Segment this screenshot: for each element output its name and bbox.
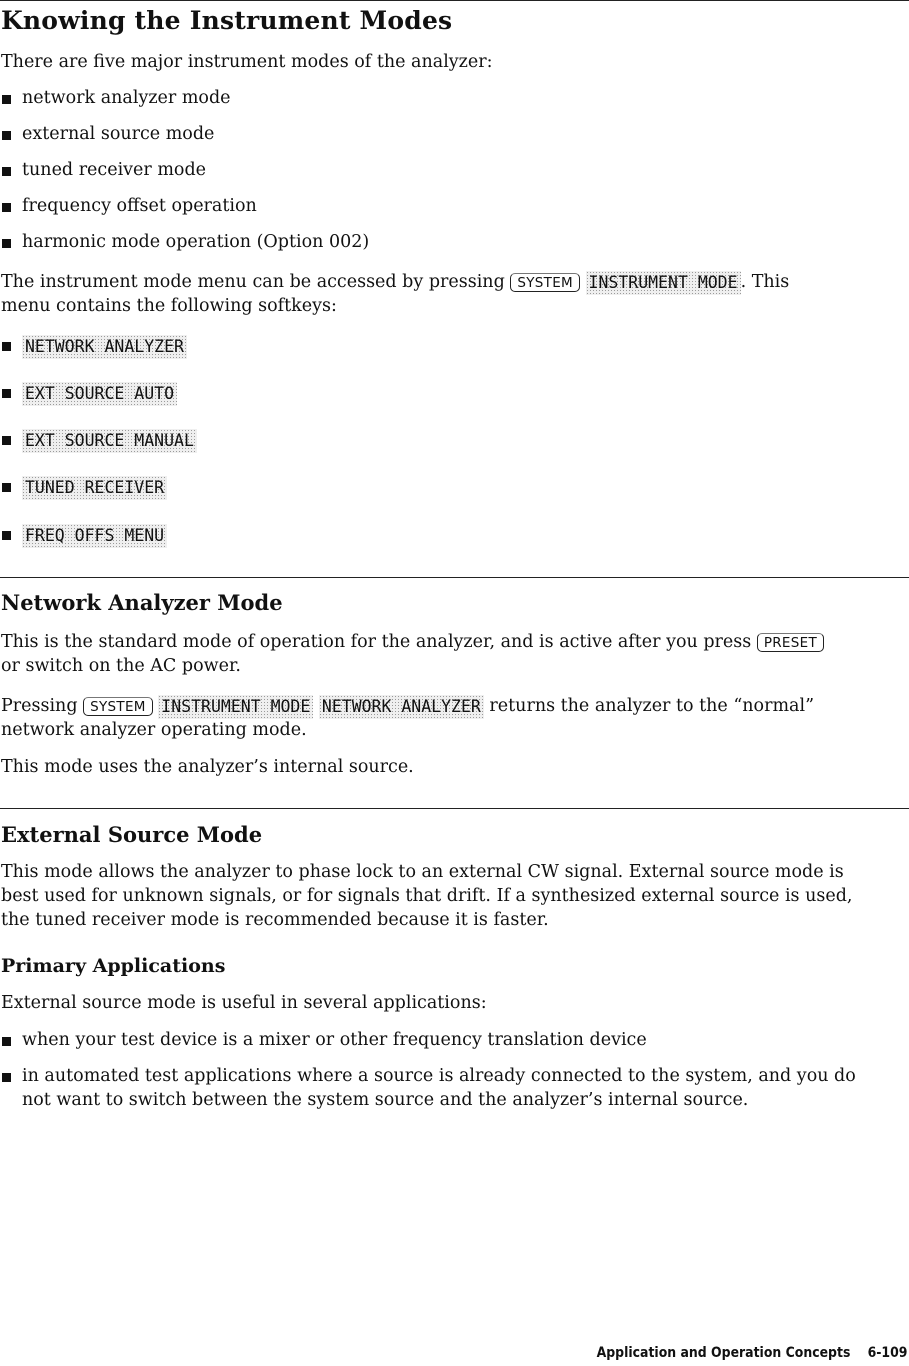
intro-paragraph: There are five major instrument modes of the analyzer: xyxy=(1,52,493,72)
bullet-icon xyxy=(2,483,11,492)
bullet-icon xyxy=(2,1073,11,1082)
bullet-icon xyxy=(2,95,11,104)
bullet-icon xyxy=(2,389,11,398)
system-hardkey: SYSTEM xyxy=(83,697,153,716)
bullet-icon xyxy=(2,436,11,445)
standard-mode-paragraph-line2: or switch on the AC power. xyxy=(1,656,241,676)
ext-source-auto-softkey: EXT SOURCE AUTO xyxy=(22,382,177,406)
page-footer xyxy=(596,1345,907,1361)
menu-access-paragraph: The instrument mode menu can be accessed by pressing SYSTEM INSTRUMENT MODE . This xyxy=(1,270,907,295)
tuned-receiver-softkey: TUNED RECEIVER xyxy=(22,476,167,500)
menu-contains-line: menu contains the following softkeys: xyxy=(1,296,337,316)
instrument-mode-softkey: INSTRUMENT MODE xyxy=(158,695,313,719)
bullet-icon xyxy=(2,342,11,351)
standard-mode-paragraph: This is the standard mode of operation for the analyzer, and is active after you press PRESET xyxy=(1,630,907,654)
bullet-icon xyxy=(2,203,11,212)
bullet-icon xyxy=(2,131,11,140)
footer-section-title: Application and Operation Concepts xyxy=(596,1345,850,1361)
bullet-icon xyxy=(2,531,11,540)
bullet-icon xyxy=(2,239,11,248)
internal-source-paragraph: This mode uses the analyzer’s internal source. xyxy=(1,757,414,777)
section-title-instrument-modes: Knowing the Instrument Modes xyxy=(1,6,453,35)
instrument-mode-softkey: INSTRUMENT MODE xyxy=(586,271,741,295)
pressing-paragraph: Pressing SYSTEM INSTRUMENT MODE NETWORK ANALYZER returns the analyzer to the “normal” xyxy=(1,694,907,719)
network-analyzer-softkey: NETWORK ANALYZER xyxy=(319,695,484,719)
document-page: Knowing the Instrument Modes There are five major instrument modes of the analyzer: network analyzer mode external source mode tuned receiver mode frequency offset operation harmonic mode operation (Option 002) The instrument mode menu can be accessed by pressing SYSTEM INSTRUMENT MODE . This menu contains the following softkeys: NETWORK ANALYZER EXT SOURCE AUTO EXT SOURCE MANUAL TUNED RECEIVER FREQ OFFS MENU Network Analyzer Mode This is the standard mode of operation for the analyzer, and is active after you press PRESET or switch on the AC power. Pressing SYSTEM INSTRUMENT MODE NETWORK ANALYZER returns the analyzer to the “normal” network analyzer operating mode. This mode uses the analyzer’s internal source. External Source Mode This mode allows the analyzer to phase lock to an external CW signal. External source mode is best used for unknown signals, or for signals that drift. If a synthesized external source is used, the tuned receiver mode is recommended because it is faster. Primary Applications External source mode is useful in several applications: when your test device is a mixer or other frequency translation device in automated test applications where a source is already connected to the system, and you do not want to switch between the system source and the analyzer’s internal source. Application and Operation Concepts 6-109 xyxy=(0,0,909,1366)
applications-intro: External source mode is useful in several applications: xyxy=(1,993,487,1013)
freq-offs-menu-softkey: FREQ OFFS MENU xyxy=(22,524,167,548)
preset-hardkey: PRESET xyxy=(757,633,824,652)
system-hardkey: SYSTEM xyxy=(510,273,580,292)
ext-source-manual-softkey: EXT SOURCE MANUAL xyxy=(22,429,197,453)
top-rule xyxy=(0,0,909,1)
pressing-paragraph-line2: network analyzer operating mode. xyxy=(1,720,307,740)
section-title-external-source-mode: External Source Mode xyxy=(1,822,263,847)
bullet-icon xyxy=(2,1037,11,1046)
bullet-icon xyxy=(2,167,11,176)
subsection-title-primary-applications: Primary Applications xyxy=(1,955,226,977)
section-divider xyxy=(0,808,909,809)
page-number: 6-109 xyxy=(867,1345,907,1361)
external-source-paragraph-line2: best used for unknown signals, or for signals that drift. If a synthesized external source is used, xyxy=(1,886,853,906)
section-divider xyxy=(0,577,909,578)
network-analyzer-softkey: NETWORK ANALYZER xyxy=(22,335,187,359)
external-source-paragraph-line1: This mode allows the analyzer to phase lock to an external CW signal. External source mode is xyxy=(1,862,844,882)
section-title-network-analyzer-mode: Network Analyzer Mode xyxy=(1,590,283,615)
external-source-paragraph-line3: the tuned receiver mode is recommended because it is faster. xyxy=(1,910,549,930)
